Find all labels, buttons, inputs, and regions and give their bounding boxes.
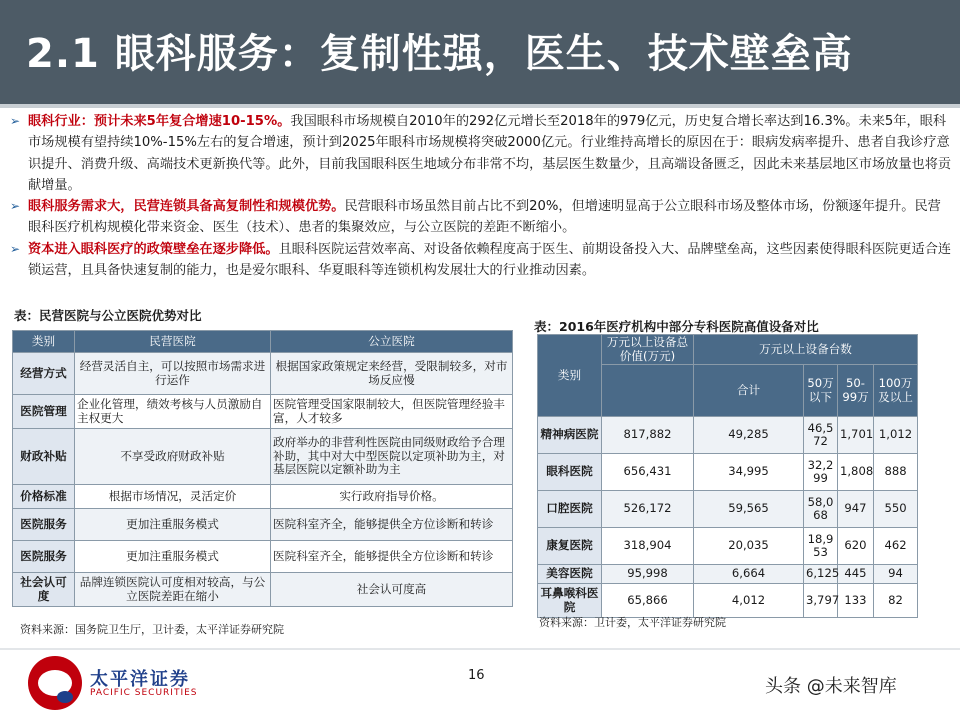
page-title: 2.1 眼科服务：复制性强，医生、技术壁垒高 xyxy=(26,31,853,77)
table-row xyxy=(538,584,918,618)
bullet-highlight: 眼科服务需求大，民营连锁具备高复制性和规模优势。 xyxy=(28,199,345,215)
table1-source: 资料来源：国务院卫生厅，卫计委，太平洋证券研究院 xyxy=(20,623,284,636)
table1-row-label: 医院服务 xyxy=(13,509,75,541)
table1-cell: 不享受政府财政补贴 xyxy=(75,429,271,485)
title-bar xyxy=(0,0,960,104)
table2-cell: 6,664 xyxy=(694,565,804,584)
table1-cell: 根据市场情况，灵活定价 xyxy=(75,485,271,509)
bullet-text: 民营眼科市场虽然目前占比不到20%，但增速明显高于公立眼科市场及整体市场，份额逐年提升。民营眼科医疗机构规模化带来资金、医生（技术）、患者的集聚效应，与公立医院的差距不断缩小。 xyxy=(28,199,941,236)
table2-cell: 1,012 xyxy=(874,417,918,454)
table2-header-total: 合计 xyxy=(694,365,804,417)
table2-cell: 94 xyxy=(874,565,918,584)
table1-cell: 医院科室齐全，能够提供全方位诊断和转诊 xyxy=(271,509,513,541)
table2-cell: 318,904 xyxy=(602,528,694,565)
table2-cell: 34,995 xyxy=(694,454,804,491)
table2-cell: 3,797 xyxy=(804,584,838,618)
table-row xyxy=(538,528,918,565)
table-row xyxy=(13,541,513,573)
table2-row-label: 耳鼻喉科医院 xyxy=(538,584,602,618)
pacific-securities-logo-icon xyxy=(28,656,82,710)
table2-row-label: 眼科医院 xyxy=(538,454,602,491)
table2-cell: 65,866 xyxy=(602,584,694,618)
bullet-list xyxy=(8,111,954,281)
table-row xyxy=(538,417,918,454)
table2-cell: 58,068 xyxy=(804,491,838,528)
table2-cell: 49,285 xyxy=(694,417,804,454)
bullet-text: 且眼科医院运营效率高、对设备依赖程度高于医生、前期设备投入大、品牌壁垒高，这些因素使得眼科医院更适合连锁运营，且具备快速复制的能力，也是爱尔眼科、华夏眼科等连锁机构发展壮大的行业推动因素。 xyxy=(28,241,952,279)
page-number: 16 xyxy=(468,668,485,683)
table2-cell: 888 xyxy=(874,454,918,491)
table2-header-value-blank xyxy=(602,365,694,417)
table2-cell: 133 xyxy=(838,584,874,618)
table2-row-label: 康复医院 xyxy=(538,528,602,565)
table1-cell: 更加注重服务模式 xyxy=(75,541,271,573)
table-row xyxy=(13,353,513,395)
table-row xyxy=(13,509,513,541)
bullet-text: 我国眼科市场规模自2010年的292亿元增长至2018年的979亿元，历史复合增长率达到16.3%。未来5年，眼科市场规模有望持续10%-15%左右的复合增速，预计到2025年眼科市场规模将突破2000亿元。行业维持高增长的原因在于：眼病发病率提升、患者自我诊疗意识提升、消费升级、高端技术更新换代等。此外，目前我国眼科医生地域分布非常不均，基层医生数量少，且高端设备匮乏，因此未来基层地区市场放量也将贡献增量。 xyxy=(28,114,952,193)
table1-cell: 社会认可度高 xyxy=(271,573,513,607)
table2-cell: 526,172 xyxy=(602,491,694,528)
table-row xyxy=(13,485,513,509)
table2-cell: 4,012 xyxy=(694,584,804,618)
table1-cell: 根据国家政策规定来经营，受限制较多，对市场反应慢 xyxy=(271,353,513,395)
footer-divider xyxy=(0,648,960,650)
table1-row-label: 医院服务 xyxy=(13,541,75,573)
brand-name: 太平洋证券 xyxy=(90,669,190,690)
table2-cell: 59,565 xyxy=(694,491,804,528)
table-row xyxy=(13,395,513,429)
table1-cell: 企业化管理，绩效考核与人员激励自主权更大 xyxy=(75,395,271,429)
table1-header-private: 民营医院 xyxy=(75,331,271,353)
table2-source: 资料来源：卫计委，太平洋证券研究院 xyxy=(539,616,726,629)
table2-header-bucket-2: 50-99万 xyxy=(838,365,874,417)
bullet-arrow-icon: ➢ xyxy=(10,199,21,214)
bullet-highlight: 眼科行业：预计未来5年复合增速10-15%。 xyxy=(28,114,291,129)
bullet-item xyxy=(8,239,954,282)
bullet-arrow-icon: ➢ xyxy=(10,241,21,256)
table2-cell: 550 xyxy=(874,491,918,528)
bullet-arrow-icon: ➢ xyxy=(10,114,21,128)
table1-cell: 医院管理受国家限制较大，但医院管理经验丰富，人才较多 xyxy=(271,395,513,429)
table-row xyxy=(538,454,918,491)
bullet-item xyxy=(8,111,954,196)
table1-row-label: 医院管理 xyxy=(13,395,75,429)
table1-header-category: 类别 xyxy=(13,331,75,353)
table2-cell: 445 xyxy=(838,565,874,584)
table-row xyxy=(538,565,918,584)
table2-cell: 20,035 xyxy=(694,528,804,565)
bullet-item xyxy=(8,196,954,239)
table1-cell: 品牌连锁医院认可度相对较高，与公立医院差距在缩小 xyxy=(75,573,271,607)
table2-caption: 表：2016年医疗机构中部分专科医院高值设备对比 xyxy=(534,319,819,334)
table1-row-label: 经营方式 xyxy=(13,353,75,395)
table1-cell: 实行政府指导价格。 xyxy=(271,485,513,509)
bullet-highlight: 资本进入眼科医疗的政策壁垒在逐步降低。 xyxy=(28,241,279,257)
table2-header-count: 万元以上设备台数 xyxy=(694,335,918,365)
equipment-comparison-table xyxy=(537,334,918,618)
table1-cell: 更加注重服务模式 xyxy=(75,509,271,541)
table2-cell: 656,431 xyxy=(602,454,694,491)
watermark: 头条 @未来智库 xyxy=(765,676,897,697)
table2-cell: 947 xyxy=(838,491,874,528)
table2-cell: 620 xyxy=(838,528,874,565)
table2-header-category: 类别 xyxy=(538,335,602,417)
table2-cell: 6,125 xyxy=(804,565,838,584)
table2-cell: 462 xyxy=(874,528,918,565)
brand-name-en: PACIFIC SECURITIES xyxy=(90,688,198,698)
table2-cell: 95,998 xyxy=(602,565,694,584)
table1-cell: 政府举办的非营利性医院由同级财政给予合理补助，其中对大中型医院以定项补助为主，对基层医院以定额补助为主 xyxy=(271,429,513,485)
table1-header-public: 公立医院 xyxy=(271,331,513,353)
table-row xyxy=(13,429,513,485)
table1-row-label: 财政补贴 xyxy=(13,429,75,485)
table2-header-bucket-1: 50万以下 xyxy=(804,365,838,417)
table2-row-label: 精神病医院 xyxy=(538,417,602,454)
table1-cell: 医院科室齐全，能够提供全方位诊断和转诊 xyxy=(271,541,513,573)
table-row xyxy=(538,491,918,528)
title-bar-accent xyxy=(0,104,960,108)
table2-cell: 46,572 xyxy=(804,417,838,454)
table1-caption: 表：民营医院与公立医院优势对比 xyxy=(14,308,202,323)
table2-cell: 18,953 xyxy=(804,528,838,565)
table2-header-bucket-3: 100万及以上 xyxy=(874,365,918,417)
table1-row-label: 社会认可度 xyxy=(13,573,75,607)
table2-cell: 82 xyxy=(874,584,918,618)
table2-row-label: 口腔医院 xyxy=(538,491,602,528)
table2-cell: 817,882 xyxy=(602,417,694,454)
hospital-comparison-table xyxy=(12,330,513,607)
table1-cell: 经营灵活自主，可以按照市场需求进行运作 xyxy=(75,353,271,395)
table2-cell: 32,299 xyxy=(804,454,838,491)
table1-row-label: 价格标准 xyxy=(13,485,75,509)
table2-cell: 1,808 xyxy=(838,454,874,491)
table-row xyxy=(13,573,513,607)
table2-header-value: 万元以上设备总价值(万元) xyxy=(602,335,694,365)
table2-row-label: 美容医院 xyxy=(538,565,602,584)
table2-cell: 1,701 xyxy=(838,417,874,454)
